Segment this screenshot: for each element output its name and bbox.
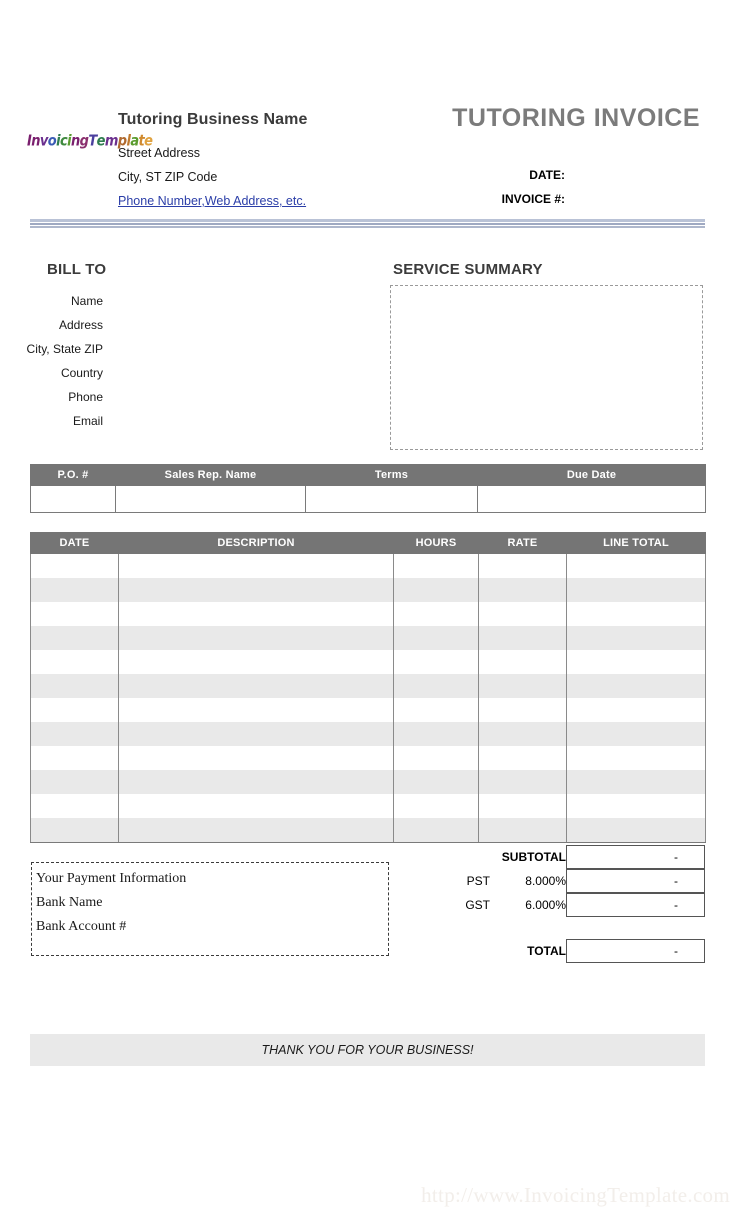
items-cell-r10-c0[interactable] [31,794,119,818]
items-cell-r11-c0[interactable] [31,818,119,843]
items-cell-r5-c0[interactable] [31,674,119,698]
items-cell-r8-c1[interactable] [119,746,394,770]
items-cell-r1-c1[interactable] [119,578,394,602]
po-table-header-row [31,465,706,486]
items-cell-r0-c2[interactable] [394,554,479,579]
items-cell-r4-c0[interactable] [31,650,119,674]
items-cell-r10-c1[interactable] [119,794,394,818]
total-value: - [566,939,705,963]
items-cell-r2-c2[interactable] [394,602,479,626]
logo-letter-2: v [39,132,48,151]
date-label: DATE: [529,168,565,182]
po-header-sales-rep-name: Sales Rep. Name [116,465,306,486]
items-cell-r5-c2[interactable] [394,674,479,698]
table-row[interactable] [31,602,706,626]
logo-letter-1: n [31,132,40,151]
items-cell-r0-c3[interactable] [479,554,567,579]
po-cell-1[interactable] [116,486,306,513]
table-row[interactable] [31,770,706,794]
items-cell-r4-c2[interactable] [394,650,479,674]
items-cell-r11-c3[interactable] [479,818,567,843]
items-cell-r9-c0[interactable] [31,770,119,794]
items-cell-r11-c1[interactable] [119,818,394,843]
table-row[interactable] [31,674,706,698]
service-summary-title: SERVICE SUMMARY [393,261,543,278]
items-cell-r6-c3[interactable] [479,698,567,722]
table-row[interactable] [31,746,706,770]
invoice-number-label: INVOICE #: [501,192,565,206]
table-row[interactable] [31,698,706,722]
bill-to-label-phone: Phone [68,390,103,404]
table-row[interactable] [31,722,706,746]
payment-line-1: Your Payment Information [36,871,187,886]
items-cell-r2-c1[interactable] [119,602,394,626]
items-cell-r9-c3[interactable] [479,770,567,794]
subtotal-label: SUBTOTAL [501,850,566,864]
header-divider [30,219,705,229]
items-cell-r2-c4[interactable] [567,602,706,626]
logo-letter-11: m [104,132,118,151]
items-cell-r7-c2[interactable] [394,722,479,746]
table-row[interactable] [31,818,706,843]
table-row[interactable] [31,578,706,602]
po-cell-2[interactable] [306,486,478,513]
items-cell-r3-c2[interactable] [394,626,479,650]
items-cell-r9-c1[interactable] [119,770,394,794]
items-cell-r7-c0[interactable] [31,722,119,746]
gst-rate[interactable]: 6.000% [525,898,566,912]
po-header-due-date: Due Date [478,465,706,486]
items-cell-r3-c4[interactable] [567,626,706,650]
items-cell-r5-c3[interactable] [479,674,567,698]
items-header-date: DATE [31,533,119,554]
business-street-address: Street Address [118,146,200,160]
line-items-table [30,532,706,843]
items-cell-r1-c0[interactable] [31,578,119,602]
items-cell-r10-c3[interactable] [479,794,567,818]
table-row[interactable] [31,794,706,818]
items-cell-r0-c4[interactable] [567,554,706,579]
pst-name: PST [466,874,490,888]
po-table [30,464,706,513]
table-row[interactable] [31,554,706,579]
bill-to-label-name: Name [70,294,103,308]
table-row[interactable] [31,626,706,650]
invoicing-template-logo [27,129,153,154]
items-cell-r6-c1[interactable] [119,698,394,722]
items-cell-r3-c3[interactable] [479,626,567,650]
business-contact-link[interactable]: Phone Number,Web Address, etc. [118,194,307,208]
items-cell-r0-c0[interactable] [31,554,119,579]
po-cell-3[interactable] [478,486,706,513]
gst-value: - [566,893,705,917]
items-cell-r8-c3[interactable] [479,746,567,770]
items-cell-r11-c2[interactable] [394,818,479,843]
items-cell-r1-c2[interactable] [394,578,479,602]
items-cell-r7-c4[interactable] [567,722,706,746]
items-cell-r0-c1[interactable] [119,554,394,579]
logo-letter-14: a [130,132,139,151]
items-cell-r6-c2[interactable] [394,698,479,722]
po-table-row[interactable] [31,486,706,513]
line-items-header-row [31,533,706,554]
bill-to-label-country: Country [60,366,103,380]
bill-to-label-city-state-zip: City, State ZIP [26,342,103,356]
items-cell-r7-c3[interactable] [479,722,567,746]
logo-letter-3: o [47,132,57,151]
payment-line-3: Bank Account # [36,919,127,934]
items-cell-r7-c1[interactable] [119,722,394,746]
gst-name: GST [465,898,490,912]
subtotal-value: - [566,845,705,869]
items-cell-r8-c4[interactable] [567,746,706,770]
page-title: TUTORING INVOICE [452,104,700,132]
items-cell-r2-c0[interactable] [31,602,119,626]
items-cell-r4-c3[interactable] [479,650,567,674]
business-city-state-zip: City, ST ZIP Code [118,170,218,184]
payment-line-2: Bank Name [36,895,103,910]
items-cell-r3-c1[interactable] [119,626,394,650]
logo-letter-4: i [56,132,60,151]
items-cell-r4-c1[interactable] [119,650,394,674]
logo-letter-5: c [59,132,68,151]
bill-to-title: BILL TO [47,261,107,278]
logo-letter-0: I [27,132,32,151]
items-cell-r8-c0[interactable] [31,746,119,770]
table-row[interactable] [31,650,706,674]
items-cell-r2-c3[interactable] [479,602,567,626]
payment-information-box[interactable] [31,862,389,956]
pst-rate[interactable]: 8.000% [525,874,566,888]
bill-to-label-email: Email [72,414,103,428]
items-cell-r10-c4[interactable] [567,794,706,818]
items-header-hours: HOURS [394,533,479,554]
business-name: Tutoring Business Name [118,111,308,128]
logo-letter-8: g [79,132,89,151]
items-cell-r10-c2[interactable] [394,794,479,818]
logo-letter-10: e [96,132,105,151]
items-cell-r5-c4[interactable] [567,674,706,698]
items-header-rate: RATE [479,533,567,554]
line-items-body [31,554,706,843]
po-header-terms: Terms [306,465,478,486]
items-header-line-total: LINE TOTAL [567,533,706,554]
thank-you-footer: THANK YOU FOR YOUR BUSINESS! [30,1034,705,1066]
items-cell-r3-c0[interactable] [31,626,119,650]
logo-letter-15: t [138,132,145,151]
items-cell-r6-c0[interactable] [31,698,119,722]
items-cell-r6-c4[interactable] [567,698,706,722]
total-label: TOTAL [527,944,566,958]
items-cell-r5-c1[interactable] [119,674,394,698]
po-cell-0[interactable] [31,486,116,513]
items-cell-r1-c3[interactable] [479,578,567,602]
logo-letter-9: T [88,132,97,151]
items-cell-r11-c4[interactable] [567,818,706,843]
service-summary-box[interactable] [390,285,703,450]
logo-letter-12: p [117,132,127,151]
items-header-description: DESCRIPTION [119,533,394,554]
items-cell-r9-c4[interactable] [567,770,706,794]
pst-value: - [566,869,705,893]
items-cell-r8-c2[interactable] [394,746,479,770]
bill-to-label-address: Address [58,318,103,332]
site-watermark: http://www.InvoicingTemplate.com [421,1183,730,1207]
items-cell-r4-c4[interactable] [567,650,706,674]
po-header-p-o: P.O. # [31,465,116,486]
logo-letter-16: e [144,132,153,151]
items-cell-r1-c4[interactable] [567,578,706,602]
logo-letter-7: n [70,132,80,151]
logo-letter-6: i [67,132,71,151]
items-cell-r9-c2[interactable] [394,770,479,794]
logo-letter-13: l [126,132,131,151]
